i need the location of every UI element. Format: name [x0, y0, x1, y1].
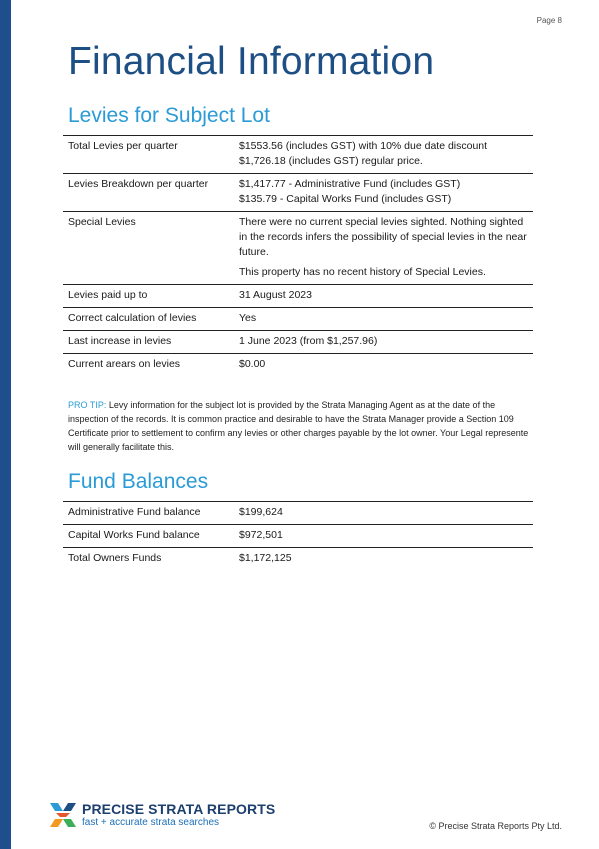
- fund-balances-heading: Fund Balances: [68, 470, 209, 493]
- row-label: Current arears on levies: [68, 358, 181, 370]
- side-accent-bar: [0, 0, 11, 849]
- table-row: [63, 135, 533, 173]
- row-value-paragraph: This property has no recent history of Special Levies.: [239, 266, 486, 278]
- row-value: [239, 139, 533, 169]
- row-label: Total Owners Funds: [68, 552, 162, 564]
- table-row: [63, 547, 533, 570]
- copyright-notice: © Precise Strata Reports Pty Ltd.: [429, 821, 562, 831]
- logo-tagline: fast + accurate strata searches: [82, 816, 220, 828]
- page-title: Financial Information: [68, 40, 435, 83]
- row-value-paragraph: There were no current special levies sighted. Nothing sighted in the records infers the possibility of special levies in the near future.: [239, 216, 527, 258]
- row-value: 1 June 2023 (from $1,257.96): [239, 335, 378, 347]
- row-value-line: $135.79 - Capital Works Fund (includes GST): [239, 193, 452, 205]
- table-row: [63, 173, 533, 211]
- levies-table: [63, 135, 533, 376]
- table-row: [63, 284, 533, 307]
- page-number: Page 8: [536, 16, 562, 25]
- row-label: Correct calculation of levies: [68, 312, 197, 324]
- pro-tip-text: Levy information for the subject lot is provided by the Strata Managing Agent as at the date of the inspection of the records. It is common practice and desirable to have the Strata Manager provide a Section 109 Certificate prior to settlement to confirm any levies or other charges payable by the lot owner. Your Legal represente will generally facilitate this.: [68, 400, 529, 452]
- fund-balances-table: [63, 501, 533, 570]
- row-value: 31 August 2023: [239, 289, 312, 301]
- row-value: $0.00: [239, 358, 266, 370]
- row-label: Total Levies per quarter: [68, 140, 178, 152]
- row-label: Administrative Fund balance: [68, 506, 201, 518]
- row-label: Special Levies: [68, 216, 136, 228]
- logo-mark-icon: [48, 800, 78, 830]
- pro-tip-label: PRO TIP:: [68, 400, 107, 410]
- table-row: [63, 353, 533, 376]
- table-row: [63, 501, 533, 524]
- table-row: [63, 524, 533, 547]
- row-label: Levies paid up to: [68, 289, 148, 301]
- row-value-line: $1,417.77 - Administrative Fund (includes GST): [239, 178, 461, 190]
- table-row: [63, 307, 533, 330]
- row-value: $1,172,125: [239, 552, 292, 564]
- levies-heading: Levies for Subject Lot: [68, 104, 270, 127]
- row-value: Yes: [239, 312, 257, 324]
- table-row: [63, 211, 533, 284]
- row-label: Last increase in levies: [68, 335, 172, 347]
- row-label: Capital Works Fund balance: [68, 529, 200, 541]
- row-value: $972,501: [239, 529, 283, 541]
- table-row: [63, 330, 533, 353]
- row-value: $199,624: [239, 506, 283, 518]
- row-value-line: $1553.56 (includes GST) with 10% due date discount: [239, 140, 488, 152]
- row-label: Levies Breakdown per quarter: [68, 178, 209, 190]
- row-value: [239, 177, 533, 207]
- pro-tip: [68, 398, 530, 454]
- row-value: [239, 215, 533, 280]
- row-value-line: $1,726.18 (includes GST) regular price.: [239, 155, 423, 167]
- logo-name: PRECISE STRATA REPORTS: [82, 800, 276, 817]
- company-logo: [48, 800, 275, 830]
